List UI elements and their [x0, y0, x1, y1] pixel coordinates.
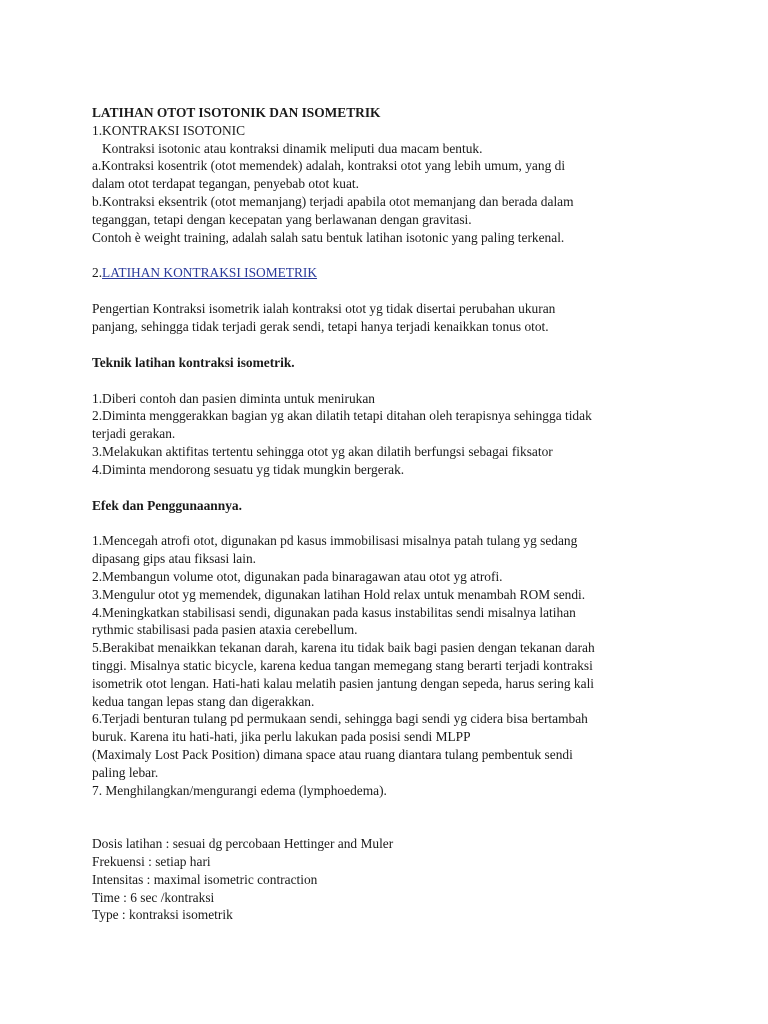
list-item: 4.Meningkatkan stabilisasi sendi, digunakan pada kasus instabilitas sendi misalnya latihan	[92, 604, 576, 620]
paragraph-line: dalam otot terdapat tegangan, penyebab otot kuat.	[92, 176, 359, 192]
paragraph-line: b.Kontraksi eksentrik (otot memanjang) terjadi apabila otot memanjang dan berada dalam	[92, 193, 574, 209]
efek-heading: Efek dan Penggunaannya.	[92, 497, 242, 513]
paragraph-line: Contoh è weight training, adalah salah satu bentuk latihan isotonic yang paling terkenal.	[92, 229, 565, 245]
list-item: 2.Diminta menggerakkan bagian yg akan dilatih tetapi ditahan oleh terapisnya sehingga tidak	[92, 408, 592, 424]
list-item: 3.Mengulur otot yg memendek, digunakan latihan Hold relax untuk menambah ROM sendi.	[92, 586, 586, 602]
list-item: 2.Membangun volume otot, digunakan pada binaragawan atau otot yg atrofi.	[92, 568, 503, 584]
teknik-heading: Teknik latihan kontraksi isometrik.	[92, 354, 295, 370]
list-item: terjadi gerakan.	[92, 426, 176, 442]
section-isometric-heading	[92, 264, 732, 282]
document-page	[92, 104, 732, 924]
list-item: 4.Diminta mendorong sesuatu yg tidak mungkin bergerak.	[92, 461, 405, 477]
dosis-line: Dosis latihan : sesuai dg percobaan Hettinger and Muler	[92, 836, 394, 852]
list-item: 3.Melakukan aktifitas tertentu sehingga otot yg akan dilatih berfungsi sebagai fiksator	[92, 443, 553, 459]
section-efek	[92, 497, 732, 800]
section-isometric	[92, 264, 732, 335]
list-item: 6.Terjadi benturan tulang pd permukaan sendi, sehingga bagi sendi yg cidera bisa bertambah	[92, 711, 588, 727]
list-item: 1.Diberi contoh dan pasien diminta untuk menirukan	[92, 390, 376, 406]
isometric-link[interactable]: LATIHAN KONTRAKSI ISOMETRIK	[102, 265, 318, 281]
dosis-line: Time : 6 sec /kontraksi	[92, 889, 215, 905]
list-item: (Maximaly Lost Pack Position) dimana space atau ruang diantara tulang pembentuk sendi	[92, 746, 573, 762]
list-item: 1.Mencegah atrofi otot, digunakan pd kasus immobilisasi misalnya patah tulang yg sedang	[92, 533, 578, 549]
section-teknik	[92, 354, 732, 479]
section-number: 2.	[92, 265, 103, 281]
list-item: 7. Menghilangkan/mengurangi edema (lymphoedema).	[92, 782, 387, 798]
paragraph-line: Kontraksi isotonic atau kontraksi dinamik meliputi dua macam bentuk.	[102, 140, 483, 156]
list-item: tinggi. Misalnya static bicycle, karena kedua tangan memegang stang berarti terjadi kontraksi	[92, 657, 593, 673]
document-title: LATIHAN OTOT ISOTONIK DAN ISOMETRIK	[92, 105, 381, 120]
paragraph-line: teganggan, tetapi dengan kecepatan yang berlawanan dengan gravitasi.	[92, 211, 472, 227]
dosis-line: Frekuensi : setiap hari	[92, 854, 211, 870]
section-dosis	[92, 835, 732, 924]
list-item: 5.Berakibat menaikkan tekanan darah, karena itu tidak baik bagi pasien dengan tekanan darah	[92, 640, 595, 656]
dosis-line: Intensitas : maximal isometric contraction	[92, 871, 318, 887]
list-item: dipasang gips atau fiksasi lain.	[92, 551, 257, 567]
section-isotonic	[92, 122, 732, 247]
paragraph-line: Pengertian Kontraksi isometrik ialah kontraksi otot yg tidak disertai perubahan ukuran	[92, 301, 556, 317]
list-item: rythmic stabilisasi pada pasien ataxia cerebellum.	[92, 622, 358, 638]
list-item: isometrik otot lengan. Hati-hati kalau melatih pasien jantung dengan sepeda, harus sering kali	[92, 675, 595, 691]
section-isotonic-heading: 1.KONTRAKSI ISOTONIC	[92, 122, 246, 138]
list-item: kedua tangan lepas stang dan digerakkan.	[92, 693, 315, 709]
paragraph-line: panjang, sehingga tidak terjadi gerak sendi, tetapi hanya terjadi kenaikkan tonus otot.	[92, 318, 549, 334]
dosis-line: Type : kontraksi isometrik	[92, 907, 233, 923]
list-item: buruk. Karena itu hati-hati, jika perlu lakukan pada posisi sendi MLPP	[92, 729, 471, 745]
paragraph-line: a.Kontraksi kosentrik (otot memendek) adalah, kontraksi otot yang lebih umum, yang di	[92, 158, 566, 174]
list-item: paling lebar.	[92, 764, 159, 780]
